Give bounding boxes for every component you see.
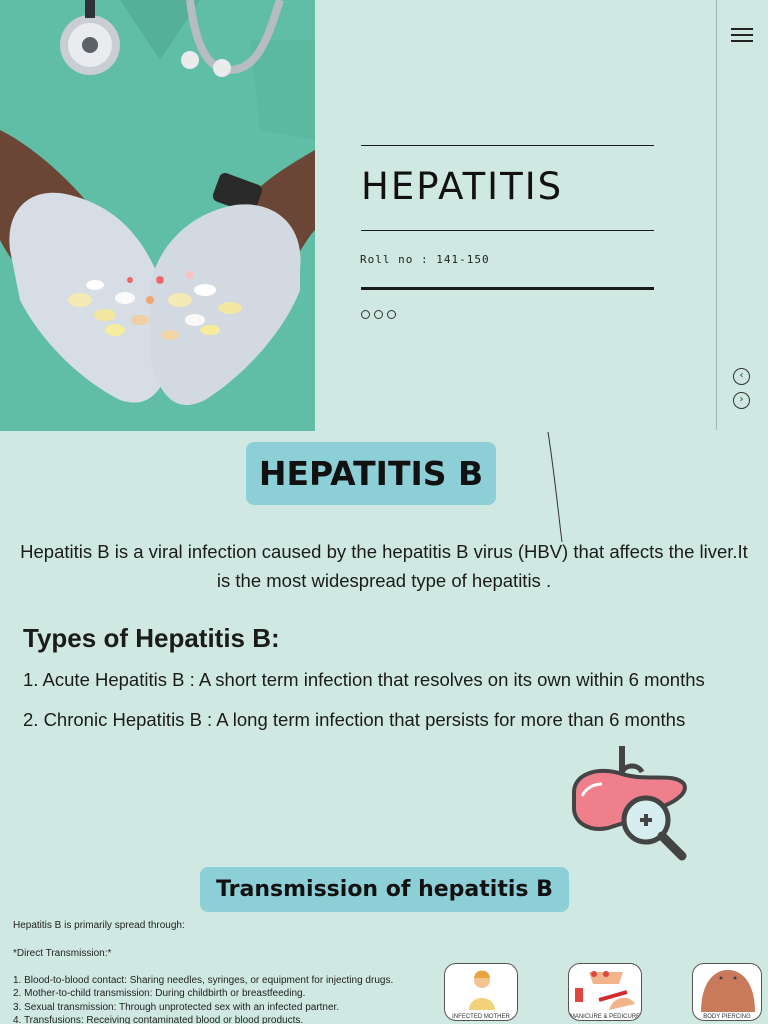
slide-dot[interactable] (387, 310, 396, 319)
types-heading: Types of Hepatitis B: (23, 623, 280, 653)
right-rail-divider (716, 0, 717, 430)
transmission-direct-label: *Direct Transmission:* (13, 948, 112, 959)
thumb-manicure (568, 963, 642, 1021)
thumb-caption: MANICURE & PEDICURE (569, 1014, 641, 1020)
mother-icon (445, 964, 518, 1014)
section-heading-transmission: Transmission of hepatitis B (200, 867, 569, 912)
chevron-left-icon[interactable]: ‹ (733, 368, 750, 385)
hamburger-menu-icon[interactable] (731, 28, 753, 46)
title-rule-bottom (361, 287, 654, 290)
transmission-item: 4. Transfusions: Receiving contaminated blood or blood products. (13, 1015, 304, 1024)
transmission-lead: Hepatitis B is primarily spread through: (13, 920, 185, 931)
slide-dot[interactable] (374, 310, 383, 319)
slide-dots (361, 310, 396, 319)
title-rule-middle (361, 230, 654, 231)
decorative-line (540, 430, 570, 545)
transmission-item: 2. Mother-to-child transmission: During childbirth or breastfeeding. (13, 988, 306, 999)
type-item-acute: 1. Acute Hepatitis B : A short term infection that resolves on its own within 6 months (23, 669, 705, 690)
thumb-caption: BODY PIERCING (703, 1014, 751, 1020)
hepatitis-b-intro: Hepatitis B is a viral infection caused by the hepatitis B virus (HBV) that affects the liver.It is the most widespread type of hepatitis . (20, 541, 748, 591)
section-heading-hepatitis-b: HEPATITIS B (246, 442, 496, 505)
title-rule-top (361, 145, 654, 146)
chevron-right-icon[interactable]: › (733, 392, 750, 409)
roll-number: Roll no : 141-150 (360, 253, 490, 266)
type-item-chronic: 2. Chronic Hepatitis B : A long term infection that persists for more than 6 months (23, 709, 686, 730)
transmission-item: 3. Sexual transmission: Through unprotected sex with an infected partner. (13, 1002, 340, 1013)
cover-photo (0, 0, 315, 431)
slide-dot[interactable] (361, 310, 370, 319)
body-piercing-icon (693, 964, 762, 1014)
thumb-caption: INFECTED MOTHER (452, 1014, 510, 1020)
page-title: HEPATITIS (361, 165, 564, 208)
thumb-infected-mother (444, 963, 518, 1021)
transmission-item: 1. Blood-to-blood contact: Sharing needles, syringes, or equipment for injecting drugs. (13, 975, 394, 986)
liver-magnifier-icon (568, 744, 692, 864)
manicure-icon (569, 964, 642, 1014)
thumb-body-piercing (692, 963, 762, 1021)
doctor-pills-illustration (0, 0, 315, 431)
